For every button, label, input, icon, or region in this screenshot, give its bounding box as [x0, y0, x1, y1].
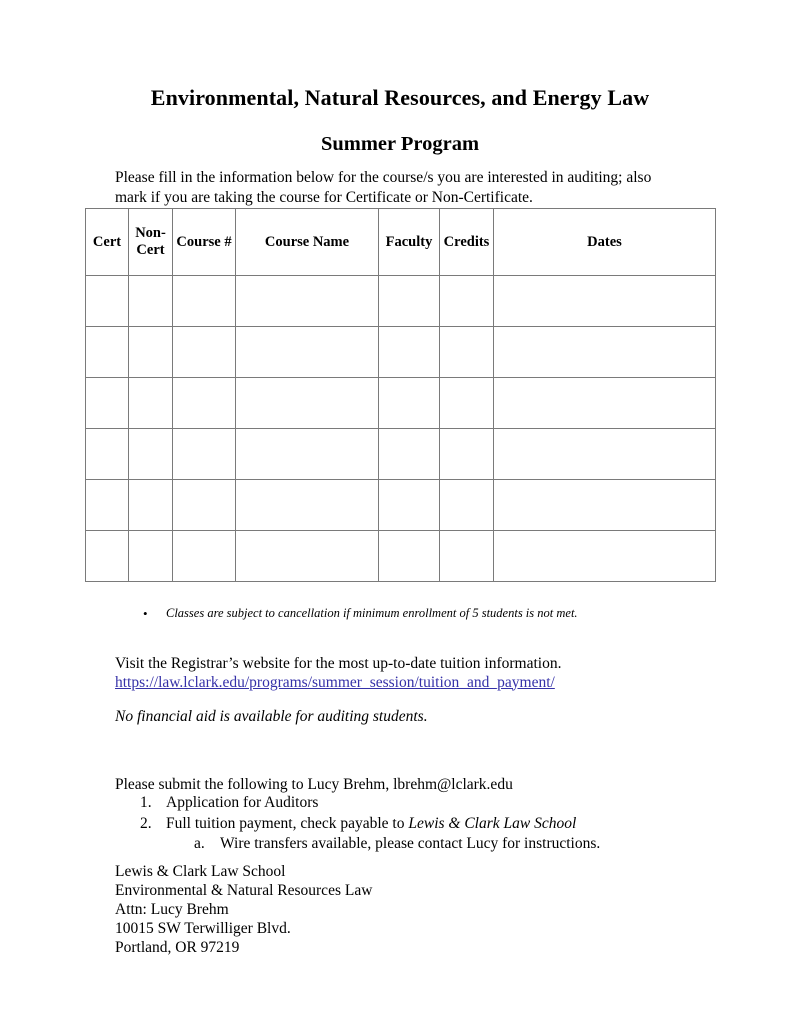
- cancellation-note-list: [115, 605, 715, 622]
- table-cell-credits[interactable]: [440, 327, 494, 378]
- column-header-non-cert-line1: Non-: [135, 225, 166, 241]
- submission-sublist: [166, 834, 715, 855]
- table-cell-course-name[interactable]: [236, 429, 379, 480]
- submission-subitem-text: Wire transfers available, please contact Lucy for instructions.: [220, 835, 601, 852]
- list-item: [115, 793, 715, 814]
- cancellation-note-text: Classes are subject to cancellation if minimum enrollment of 5 students is not met.: [166, 606, 578, 620]
- table-cell-course[interactable]: [173, 531, 236, 582]
- list-marker: 1.: [140, 794, 152, 811]
- table-cell-dates[interactable]: [494, 531, 716, 582]
- table-cell-credits[interactable]: [440, 276, 494, 327]
- table-cell-credits[interactable]: [440, 378, 494, 429]
- table-row: [86, 480, 716, 531]
- table-cell-dates[interactable]: [494, 480, 716, 531]
- table-cell-cert[interactable]: [86, 276, 129, 327]
- table-cell-cert[interactable]: [86, 378, 129, 429]
- list-marker: 2.: [140, 814, 152, 832]
- list-item: [115, 814, 715, 855]
- column-header-faculty: Faculty: [379, 209, 440, 276]
- registrar-paragraph: Visit the Registrar’s website for the most up-to-date tuition information.: [115, 654, 562, 672]
- table-cell-dates[interactable]: [494, 327, 716, 378]
- tuition-payment-link[interactable]: https://law.lclark.edu/programs/summer_session/tuition_and_payment/: [115, 673, 555, 691]
- table-cell-faculty[interactable]: [379, 531, 440, 582]
- column-header-credits: Credits: [440, 209, 494, 276]
- table-cell-course[interactable]: [173, 327, 236, 378]
- table-cell-dates[interactable]: [494, 378, 716, 429]
- table-cell-non-cert[interactable]: [129, 531, 173, 582]
- submission-item-emphasis: Lewis & Clark Law School: [408, 814, 577, 832]
- table-cell-cert[interactable]: [86, 429, 129, 480]
- financial-aid-note: No financial aid is available for auditing students.: [115, 707, 428, 725]
- table-row: [86, 429, 716, 480]
- mailing-address-block: [115, 862, 715, 957]
- column-header-cert: Cert: [86, 209, 129, 276]
- table-cell-course-name[interactable]: [236, 276, 379, 327]
- table-row: [86, 276, 716, 327]
- tuition-link-paragraph: [115, 673, 715, 694]
- table-cell-course-name[interactable]: [236, 327, 379, 378]
- address-line-1: Lewis & Clark Law School: [115, 863, 286, 880]
- table-cell-faculty[interactable]: [379, 327, 440, 378]
- page-title: Environmental, Natural Resources, and Energy Law: [150, 84, 650, 110]
- table-cell-faculty[interactable]: [379, 276, 440, 327]
- submission-item-text: Application for Auditors: [166, 794, 319, 811]
- address-line-4: 10015 SW Terwilliger Blvd.: [115, 920, 291, 937]
- table-cell-course-name[interactable]: [236, 378, 379, 429]
- list-item: [166, 834, 715, 855]
- sublist-marker: a.: [194, 835, 205, 852]
- table-cell-faculty[interactable]: [379, 429, 440, 480]
- table-cell-course[interactable]: [173, 378, 236, 429]
- table-header-row: [86, 209, 716, 276]
- column-header-course-number: Course #: [173, 209, 236, 276]
- table-cell-course-name[interactable]: [236, 531, 379, 582]
- table-cell-non-cert[interactable]: [129, 327, 173, 378]
- column-header-dates: Dates: [494, 209, 716, 276]
- table-cell-faculty[interactable]: [379, 378, 440, 429]
- table-cell-course-name[interactable]: [236, 480, 379, 531]
- address-line-3: Attn: Lucy Brehm: [115, 901, 229, 918]
- table-cell-non-cert[interactable]: [129, 480, 173, 531]
- column-header-non-cert-line2: Cert: [136, 242, 165, 258]
- table-cell-non-cert[interactable]: [129, 378, 173, 429]
- intro-paragraph: Please fill in the information below for the course/s you are interested in auditing; also mark if you are taking the course for Certificate or Non-Certificate.: [115, 168, 652, 206]
- table-cell-cert[interactable]: [86, 531, 129, 582]
- table-cell-credits[interactable]: [440, 480, 494, 531]
- submission-checklist: [115, 793, 715, 855]
- submission-item-text: Full tuition payment, check payable to: [166, 814, 409, 832]
- table-row: [86, 327, 716, 378]
- table-cell-dates[interactable]: [494, 276, 716, 327]
- table-cell-dates[interactable]: [494, 429, 716, 480]
- page-subtitle: Summer Program: [320, 133, 480, 155]
- table-cell-credits[interactable]: [440, 531, 494, 582]
- table-cell-cert[interactable]: [86, 480, 129, 531]
- table-row: [86, 531, 716, 582]
- list-item: [115, 605, 715, 622]
- address-line-5: Portland, OR 97219: [115, 939, 240, 956]
- table-row: [86, 378, 716, 429]
- table-body: [86, 276, 716, 582]
- column-header-non-cert: [129, 209, 173, 276]
- table-cell-course[interactable]: [173, 429, 236, 480]
- table-cell-cert[interactable]: [86, 327, 129, 378]
- table-cell-non-cert[interactable]: [129, 429, 173, 480]
- column-header-course-name: Course Name: [236, 209, 379, 276]
- bullet-icon: •: [143, 606, 148, 621]
- table-cell-credits[interactable]: [440, 429, 494, 480]
- address-line-2: Environmental & Natural Resources Law: [115, 882, 373, 899]
- table-cell-faculty[interactable]: [379, 480, 440, 531]
- submission-intro: Please submit the following to Lucy Brehm, lbrehm@lclark.edu: [115, 775, 513, 793]
- table-cell-non-cert[interactable]: [129, 276, 173, 327]
- table-cell-course[interactable]: [173, 276, 236, 327]
- table-cell-course[interactable]: [173, 480, 236, 531]
- course-entry-table: [85, 208, 716, 582]
